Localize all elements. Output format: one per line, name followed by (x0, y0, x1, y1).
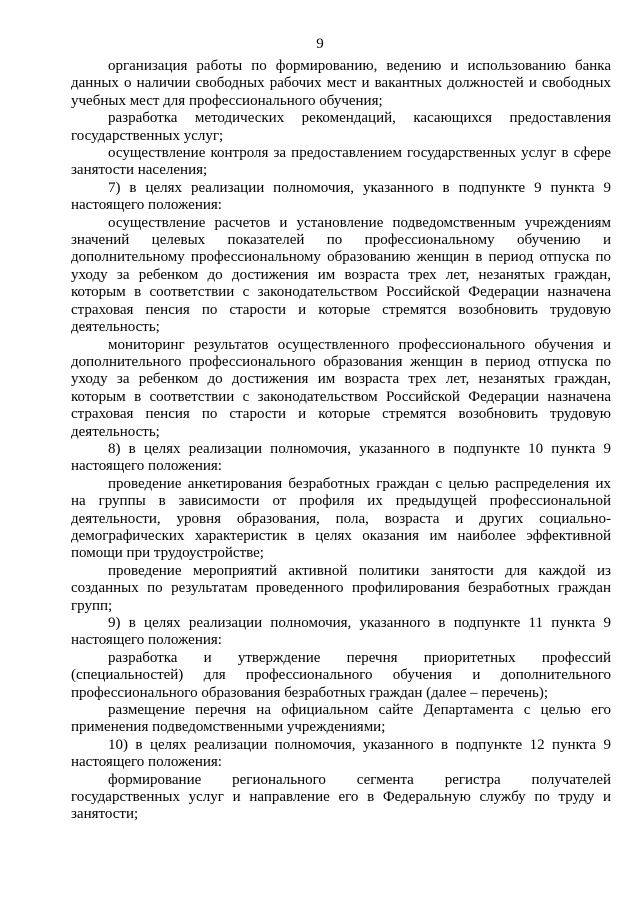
paragraph: проведение мероприятий активной политики занятости для каждой из созданных по результатам проведенного профилирования безработных граждан групп; (71, 562, 611, 614)
paragraph: организация работы по формированию, ведению и использованию банка данных о наличии свободных рабочих мест и вакантных должностей и свободных учебных мест для профессионального обучения; (71, 58, 611, 109)
paragraph: 8) в целях реализации полномочия, указанного в подпункте 10 пункта 9 настоящего положения: (71, 440, 611, 475)
paragraph: мониторинг результатов осуществленного профессионального обучения и дополнительного профессионального образования женщин в период отпуска по уходу за ребенком до достижения им возраста трех лет, незанятых граждан, которым в соответствии с законодательством Российской Федерации назначена страховая пенсия по старости и которые стремятся возобновить трудовую деятельность; (71, 336, 611, 440)
paragraph: проведение анкетирования безработных граждан с целью распределения их на группы в зависимости от профиля их предыдущей профессиональной деятельности, уровня образования, пола, возраста и других социально-демографических характеристик в целях оказания им наиболее эффективной помощи при трудоустройстве; (71, 475, 611, 562)
paragraph: формирование регионального сегмента регистра получателей государственных услуг и направление его в Федеральную службу по труду и занятости; (71, 771, 611, 823)
paragraph: разработка и утверждение перечня приоритетных профессий (специальностей) для профессионального обучения и дополнительного профессионального образования безработных граждан (далее – перечень); (71, 649, 611, 701)
paragraph: разработка методических рекомендаций, касающихся предоставления государственных услуг; (71, 110, 611, 144)
page-number: 9 (316, 36, 324, 52)
paragraph: 7) в целях реализации полномочия, указанного в подпункте 9 пункта 9 настоящего положения: (71, 179, 611, 214)
paragraph: 9) в целях реализации полномочия, указанного в подпункте 11 пункта 9 настоящего положения: (71, 615, 611, 649)
paragraph: осуществление контроля за предоставлением государственных услуг в сфере занятости населения; (71, 145, 611, 179)
paragraph: размещение перечня на официальном сайте Департамента с целью его применения подведомственными учреждениями; (71, 702, 611, 736)
paragraph: осуществление расчетов и установление подведомственным учреждениям значений целевых показателей по профессиональному обучению и дополнительному профессиональному образованию женщин в период отпуска по уходу за ребенком до достижения им возраста трех лет, незанятых граждан, которым в соответствии с законодательством Российской Федерации назначена страховая пенсия по старости и которые стремятся возобновить трудовую деятельность; (71, 214, 611, 336)
paragraph: 10) в целях реализации полномочия, указанного в подпункте 12 пункта 9 настоящего положения: (71, 736, 611, 771)
document-body (71, 58, 611, 824)
